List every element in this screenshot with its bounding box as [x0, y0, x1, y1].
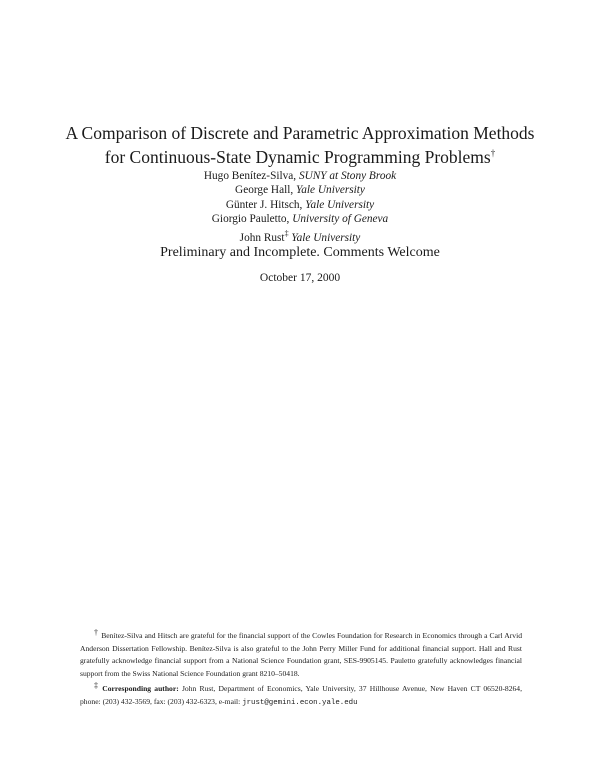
author-name: Giorgio Pauletto,	[211, 213, 290, 226]
author-entry	[100, 198, 500, 212]
author-entry	[100, 169, 500, 183]
author-name: Hugo Benítez-Silva,	[203, 170, 297, 182]
draft-status-note: Preliminary and Incomplete. Comments Welcome	[160, 245, 440, 260]
author-affiliation: Yale University	[296, 184, 365, 197]
author-name: George Hall,	[235, 184, 294, 197]
paper-title	[60, 123, 540, 167]
email-address: jrust@gemini.econ.yale.edu	[242, 698, 358, 707]
author-list	[100, 169, 500, 245]
paper-date: October 17, 2000	[259, 272, 341, 284]
funding-footnote-text: Benítez-Silva and Hitsch are grateful for the financial support of the Cowles Foundation for Research in Economics through a Carl Arvid Anderson Dissertation Fellowship. Benítez-Silva is also grateful to the John Perry Miller Fund for additional financial support. Hall and Rust gratefully acknowledge financial support from a National Science Foundation grant, SES-9905145. Pauletto gratefully acknowledges financial support from the Swiss National Science Foundation grant 8210–50418.	[80, 631, 522, 678]
title-line-2-text: for Continuous-State Dynamic Programming Problems	[104, 147, 491, 167]
corresponding-author-text: John Rust, Department of Economics, Yale University, 37 Hillhouse Avenue, New Haven CT 06520-8264, phone: (203) 432-3569, fax: (203) 432-6323, e-mail:	[80, 684, 522, 706]
author-entry	[100, 183, 500, 197]
author-affiliation: Yale University	[305, 198, 375, 211]
corresponding-author-footnote	[80, 680, 522, 709]
footnote-marker: ‡	[94, 681, 100, 691]
author-name: John Rust	[239, 231, 285, 244]
author-affiliation: Yale University	[291, 231, 361, 244]
title-line-1: A Comparison of Discrete and Parametric Approximation Methods	[65, 123, 535, 143]
author-name: Günter J. Hitsch,	[225, 198, 303, 211]
title-line-2	[60, 143, 540, 167]
corresponding-author-label: Corresponding author:	[102, 684, 179, 694]
footnotes	[80, 627, 522, 710]
author-entry	[100, 212, 500, 226]
author-entry	[100, 227, 500, 245]
author-affiliation: SUNY at Stony Brook	[298, 170, 397, 182]
corresponding-author-marker: ‡	[284, 228, 289, 238]
footnote-marker: †	[94, 628, 99, 637]
funding-footnote	[80, 627, 522, 680]
title-footnote-marker: †	[490, 148, 496, 158]
author-affiliation: University of Geneva	[292, 213, 389, 226]
